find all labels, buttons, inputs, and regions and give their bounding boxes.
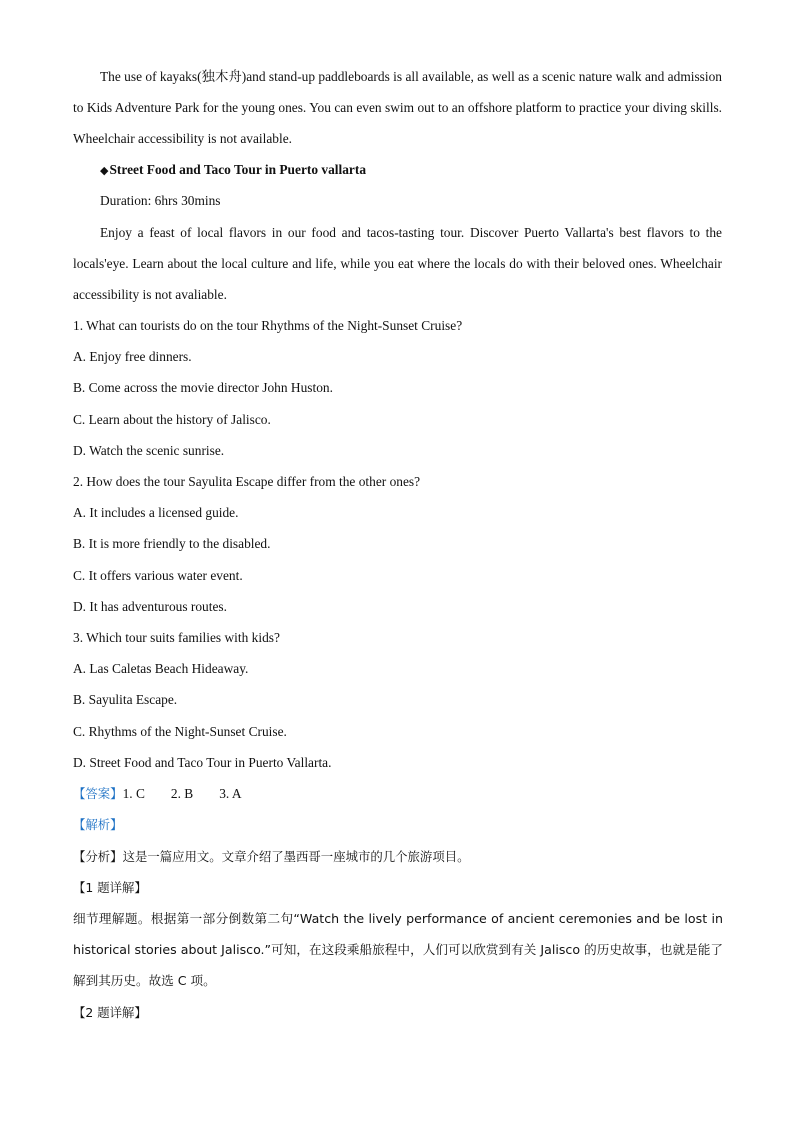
tour-duration: Duration: 6hrs 30mins (100, 193, 221, 208)
analysis-intro-text: 这是一篇应用文。文章介绍了墨西哥一座城市的几个旅游项目。 (122, 849, 470, 864)
question-2-stem: 2. How does the tour Sayulita Escape differ from the other ones? (73, 474, 421, 489)
tour-title-text: Street Food and Taco Tour in Puerto vallarta (109, 162, 367, 177)
q1-detail-text: 细节理解题。根据第一部分倒数第二句“Watch the lively performance of ancient ceremonies and be lost in historical stories about Jalisco.”可知，在这段乘船旅程中，人们可以欣赏到有关 Jalisco 的历史故事，也就是能了解到其历史。故选 C 项。 (73, 911, 723, 989)
question-2-option-b: B. It is more friendly to the disabled. (73, 536, 271, 551)
question-3-option-b: B. Sayulita Escape. (73, 692, 178, 707)
answer-item-2: 2. B (170, 786, 194, 801)
question-1-option-b: B. Come across the movie director John Huston. (73, 380, 333, 395)
tour-title (100, 154, 366, 186)
question-2-option-a: A. It includes a licensed guide. (73, 505, 239, 520)
kayak-paragraph: The use of kayaks(独木舟)and stand-up paddleboards is all available, as well as a scenic nature walk and admission to Kids Adventure Park for the young ones. You can even swim out to an offshore platform to practice your diving skills. Wheelchair accessibility is not available. (73, 69, 722, 147)
question-1-option-a: A. Enjoy free dinners. (73, 349, 192, 364)
analysis-intro-label: 【分析】 (73, 849, 123, 864)
question-2-option-d: D. It has adventurous routes. (73, 599, 227, 614)
q1-detail-label: 【1 题详解】 (73, 880, 147, 895)
question-1-stem: 1. What can tourists do on the tour Rhythms of the Night-Sunset Cruise? (73, 318, 463, 333)
diamond-bullet-icon: ◆ (100, 164, 109, 177)
question-3-option-a: A. Las Caletas Beach Hideaway. (73, 661, 249, 676)
question-1-option-c: C. Learn about the history of Jalisco. (73, 412, 271, 427)
question-1-option-d: D. Watch the scenic sunrise. (73, 443, 225, 458)
answer-item-1: 1. C (122, 786, 145, 801)
q2-detail-label: 【2 题详解】 (73, 1005, 147, 1020)
question-3-stem: 3. Which tour suits families with kids? (73, 630, 280, 645)
analysis-intro (73, 841, 470, 872)
analysis-label: 【解析】 (73, 817, 123, 832)
question-2-option-c: C. It offers various water event. (73, 568, 243, 583)
answer-line (73, 778, 242, 809)
answer-label: 【答案】 (73, 786, 123, 801)
answer-item-3: 3. A (219, 786, 242, 801)
question-3-option-d: D. Street Food and Taco Tour in Puerto Vallarta. (73, 755, 332, 770)
tour-paragraph: Enjoy a feast of local flavors in our food and tacos-tasting tour. Discover Puerto Vallarta's best flavors to the locals'eye. Learn about the local culture and life, while you eat where the locals do with their beloved ones. Wheelchair accessibility is not avaliable. (73, 225, 722, 303)
question-3-option-c: C. Rhythms of the Night-Sunset Cruise. (73, 724, 287, 739)
